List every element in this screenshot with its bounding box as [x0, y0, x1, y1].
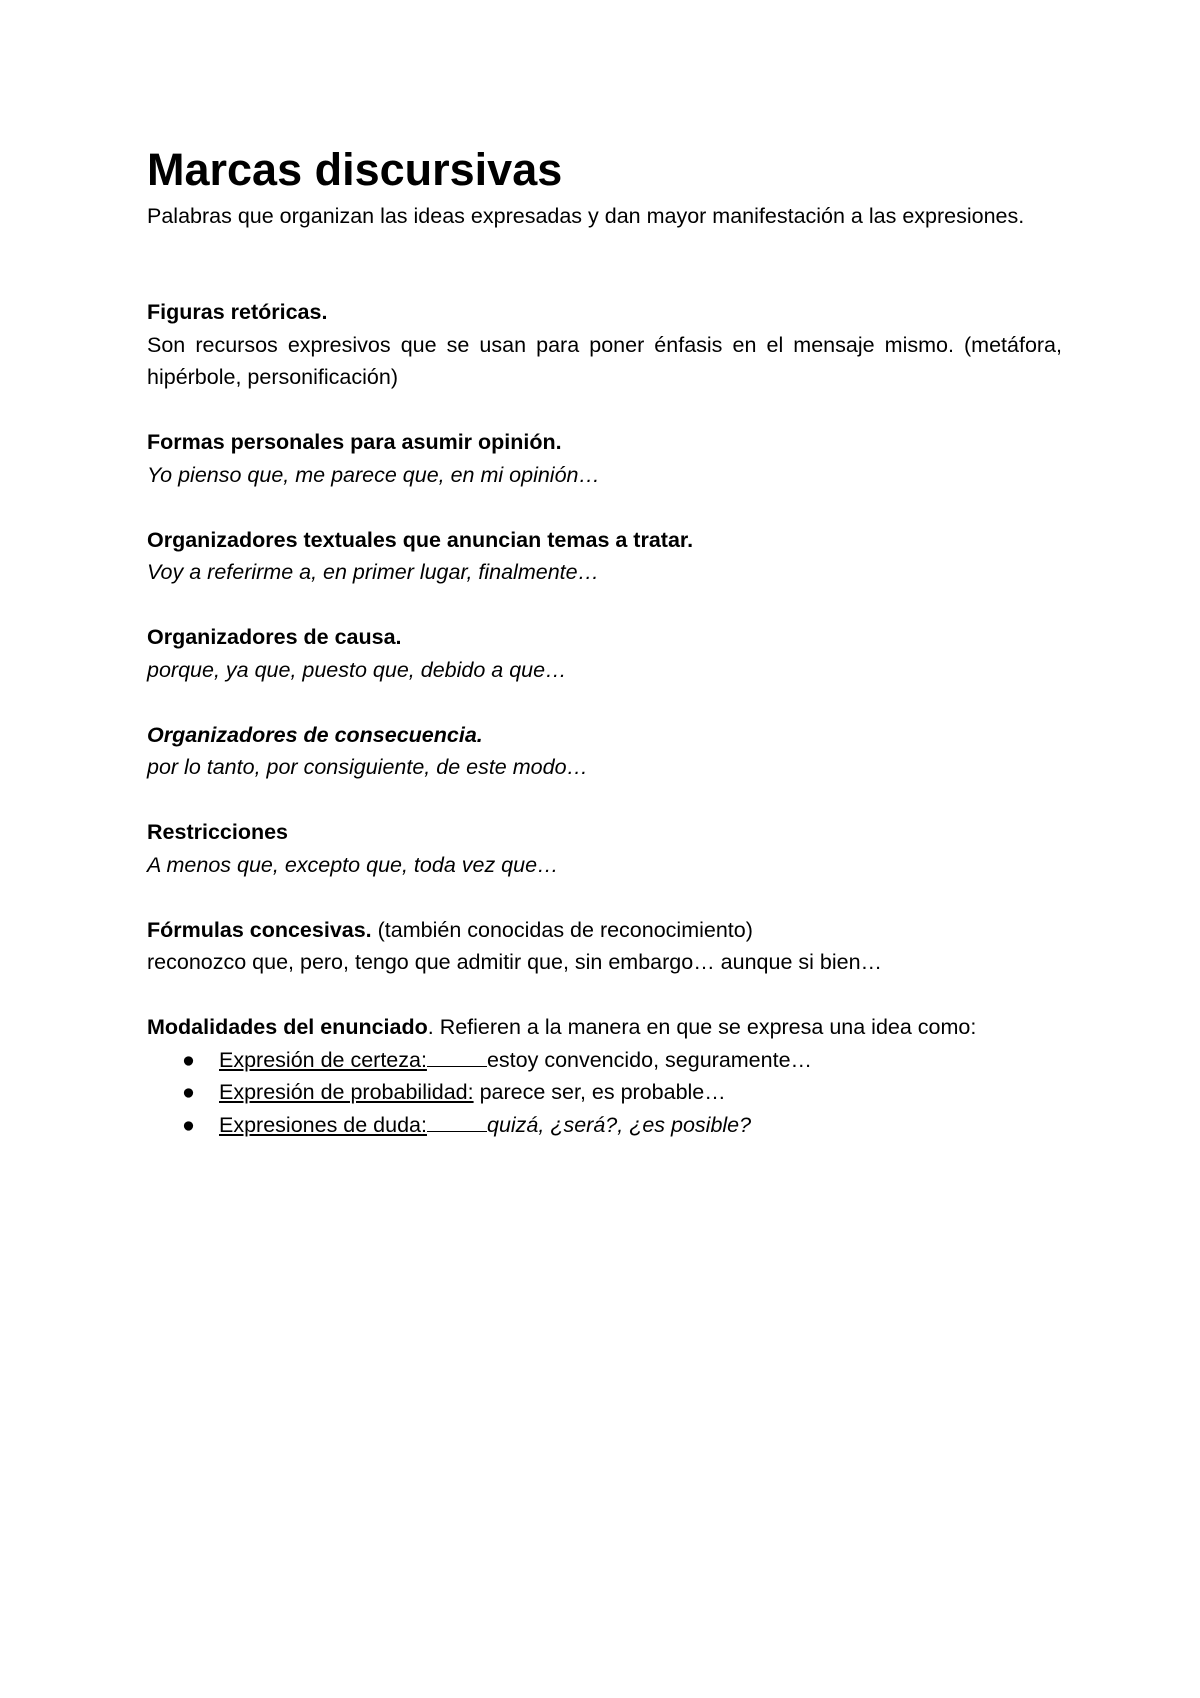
section-body: . Refieren a la manera en que se expresa una idea como:	[427, 1015, 977, 1039]
section-example: por lo tanto, por consiguiente, de este modo…	[147, 755, 589, 779]
section-causa	[147, 621, 1062, 686]
bullet-icon: ●	[182, 1047, 195, 1072]
section-body: Son recursos expresivos que se usan para poner énfasis en el mensaje mismo. (metáfora, hipérbole, personificación)	[147, 332, 1062, 389]
section-formas	[147, 426, 1062, 491]
blank-line	[427, 1111, 487, 1132]
item-label: Expresiones de duda:	[219, 1112, 427, 1137]
section-modalidades	[147, 1011, 1062, 1141]
blank-line	[427, 1046, 487, 1067]
section-heading: Restricciones	[147, 820, 289, 844]
section-note: (también conocidas de reconocimiento)	[371, 917, 753, 942]
list-item	[147, 1076, 1062, 1109]
item-text: quizá, ¿será?, ¿es posible?	[486, 1112, 752, 1137]
modalities-list	[147, 1044, 1062, 1142]
section-intro	[147, 1011, 1062, 1044]
bullet-icon: ●	[182, 1080, 195, 1104]
section-restricciones	[147, 816, 1062, 881]
section-organizadores-textuales	[147, 524, 1062, 589]
document-page	[147, 140, 1062, 1141]
section-heading-line	[147, 914, 1062, 947]
item-text: estoy convencido, seguramente…	[486, 1047, 813, 1072]
list-item	[147, 1109, 1062, 1142]
section-heading: Organizadores de consecuencia.	[147, 722, 483, 747]
bullet-icon: ●	[182, 1112, 195, 1137]
section-heading: Formas personales para asumir opinión.	[147, 430, 562, 454]
section-figuras	[147, 296, 1062, 394]
item-label: Expresión de probabilidad:	[219, 1080, 474, 1104]
section-heading: Modalidades del enunciado	[147, 1015, 428, 1039]
item-text: parece ser, es probable…	[473, 1080, 726, 1104]
section-example: Yo pienso que, me parece que, en mi opinión…	[147, 462, 600, 487]
section-example: reconozco que, pero, tengo que admitir que, sin embargo… aunque si bien…	[147, 950, 883, 974]
list-item	[147, 1044, 1062, 1077]
item-label: Expresión de certeza:	[219, 1047, 427, 1072]
page-title: Marcas discursivas	[147, 144, 563, 195]
section-example: Voy a referirme a, en primer lugar, finalmente…	[147, 560, 600, 584]
page-subtitle: Palabras que organizan las ideas expresadas y dan mayor manifestación a las expresiones.	[147, 204, 1025, 228]
section-heading: Organizadores textuales que anuncian temas a tratar.	[147, 527, 694, 552]
section-concesivas	[147, 914, 1062, 979]
section-heading: Fórmulas concesivas.	[147, 917, 372, 942]
section-example: porque, ya que, puesto que, debido a que…	[147, 657, 567, 682]
section-consecuencia	[147, 719, 1062, 784]
section-example: A menos que, excepto que, toda vez que…	[147, 852, 559, 877]
section-heading: Organizadores de causa.	[147, 625, 402, 649]
section-heading: Figuras retóricas.	[147, 300, 328, 324]
